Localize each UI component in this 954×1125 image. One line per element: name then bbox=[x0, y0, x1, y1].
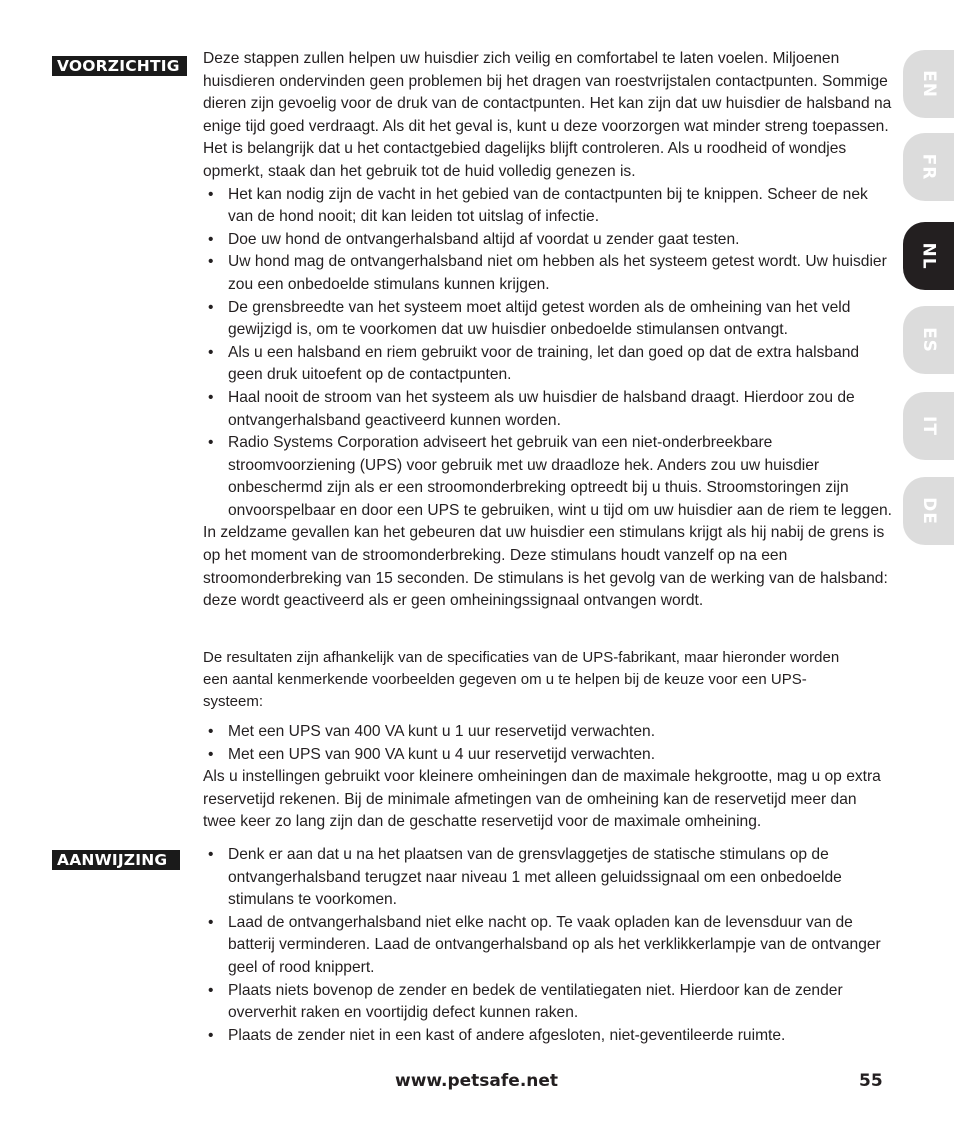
caution-bullet: • Uw hond mag de ontvangerhalsband niet om hebben als het systeem getest wordt. Uw huisdier zou een onbedoelde stimulans kunnen krijgen. bbox=[203, 251, 893, 296]
caution-bullet: • De grensbreedte van het systeem moet altijd getest worden als de omheining van het veld gewijzigd is, om te voorkomen dat uw huisdier onbedoelde stimulansen ontvangt. bbox=[203, 297, 893, 342]
caution-bullet-list bbox=[203, 184, 893, 523]
language-tab-es[interactable] bbox=[903, 306, 954, 374]
page-number: 55 bbox=[859, 1071, 883, 1091]
ups-intro: De resultaten zijn afhankelijk van de specificaties van de UPS-fabrikant, maar hieronder worden een aantal kenmerkende voorbeelden gegeven om u te helpen bij de keuze voor een UPS-systeem: bbox=[203, 649, 840, 710]
language-tab-en[interactable] bbox=[903, 50, 954, 118]
ups-outro: Als u instellingen gebruikt voor kleinere omheiningen dan de maximale hekgrootte, mag u op extra reservetijd rekenen. Bij de minimale afmetingen van de omheining kan de reservetijd meer dan twee keer zo lang zijn dan de geschatte reservetijd voor de maximale omheining. bbox=[203, 768, 881, 831]
caution-outro: In zeldzame gevallen kan het gebeuren dat uw huisdier een stimulans krijgt als hij nabij de grens is op het moment van de stroomonderbreking. Deze stimulans houdt vanzelf op na een stroomonderbreking van 15 seconden. De stimulans is het gevolg van de werking van de halsband: deze wordt geactiveerd als er geen omheiningssignaal ontvangen wordt. bbox=[203, 524, 888, 610]
language-tab-label: ES bbox=[918, 327, 939, 353]
caution-bullet: • Als u een halsband en riem gebruikt voor de training, let dan goed op dat de extra halsband geen druk uitoefent op de contactpunten. bbox=[203, 342, 893, 387]
language-tab-nl[interactable] bbox=[903, 222, 954, 290]
caution-bullet: • Doe uw hond de ontvangerhalsband altijd af voordat u zender gaat testen. bbox=[203, 229, 893, 252]
ups-bullet-list bbox=[203, 721, 893, 766]
ups-intro-section bbox=[203, 647, 843, 713]
caution-bullet: • Haal nooit de stroom van het systeem als uw huisdier de halsband draagt. Hierdoor zou de ontvangerhalsband geactiveerd kunnen worden. bbox=[203, 387, 893, 432]
caution-section bbox=[203, 48, 893, 613]
note-bullet: • Laad de ontvangerhalsband niet elke nacht op. Te vaak opladen kan de levensduur van de batterij verminderen. Laad de ontvangerhalsband op als het verklikkerlampje van de ontvanger geel of rood knippert. bbox=[203, 912, 893, 980]
caution-bullet: • Radio Systems Corporation adviseert het gebruik van een niet-onderbreekbare stroomvoorziening (UPS) voor gebruik met uw draadloze hek. Anders zou uw huisdier onbeschermd zijn als er een stroomonderbreking optreedt bij u thuis. Stroomstoringen zijn onvoorspelbaar en door een UPS te gebruiken, wint u tijd om uw huisdier aan de riem te leggen. bbox=[203, 432, 893, 522]
note-bullet: • Plaats de zender niet in een kast of andere afgesloten, niet-geventileerde ruimte. bbox=[203, 1025, 893, 1048]
note-bullet-list bbox=[203, 844, 893, 1047]
language-tab-label: EN bbox=[918, 70, 939, 98]
language-tab-fr[interactable] bbox=[903, 133, 954, 201]
ups-examples-section bbox=[203, 721, 893, 834]
caution-label: VOORZICHTIG bbox=[52, 56, 187, 76]
language-tab-it[interactable] bbox=[903, 392, 954, 460]
language-tab-de[interactable] bbox=[903, 477, 954, 545]
note-bullet: • Denk er aan dat u na het plaatsen van de grensvlaggetjes de statische stimulans op de ontvangerhalsband terugzet naar niveau 1 met alleen geluidssignaal om een onbedoelde stimulans te voorkomen. bbox=[203, 844, 893, 912]
language-tab-label: NL bbox=[918, 242, 939, 270]
note-section bbox=[203, 844, 893, 1047]
note-bullet: • Plaats niets bovenop de zender en bedek de ventilatiegaten niet. Hierdoor kan de zender oververhit raken en voortijdig defect kunnen raken. bbox=[203, 980, 893, 1025]
caution-bullet: • Het kan nodig zijn de vacht in het gebied van de contactpunten bij te knippen. Scheer de nek van de hond nooit; dit kan leiden tot uitslag of infectie. bbox=[203, 184, 893, 229]
ups-bullet: • Met een UPS van 400 VA kunt u 1 uur reservetijd verwachten. bbox=[203, 721, 893, 744]
note-label: AANWIJZING bbox=[52, 850, 180, 870]
ups-bullet: • Met een UPS van 900 VA kunt u 4 uur reservetijd verwachten. bbox=[203, 744, 893, 767]
language-tab-label: DE bbox=[918, 497, 939, 525]
footer-url: www.petsafe.net bbox=[395, 1071, 559, 1091]
language-tab-label: IT bbox=[918, 416, 939, 436]
language-tab-label: FR bbox=[918, 153, 939, 181]
caution-intro: Deze stappen zullen helpen uw huisdier zich veilig en comfortabel te laten voelen. Miljoenen huisdieren ondervinden geen problemen bij het dragen van roestvrijstalen contactpunten. Sommige dieren zijn gevoelig voor de druk van de contactpunten. Het kan zijn dat uw huisdier de halsband na enige tijd goed verdraagt. Als dit het geval is, kunt u deze voorzorgen wat minder streng toepassen. Het is belangrijk dat u het contactgebied dagelijks blijft controleren. Als u roodheid of wondjes opmerkt, staak dan het gebruik tot de huid volledig genezen is. bbox=[203, 50, 892, 180]
